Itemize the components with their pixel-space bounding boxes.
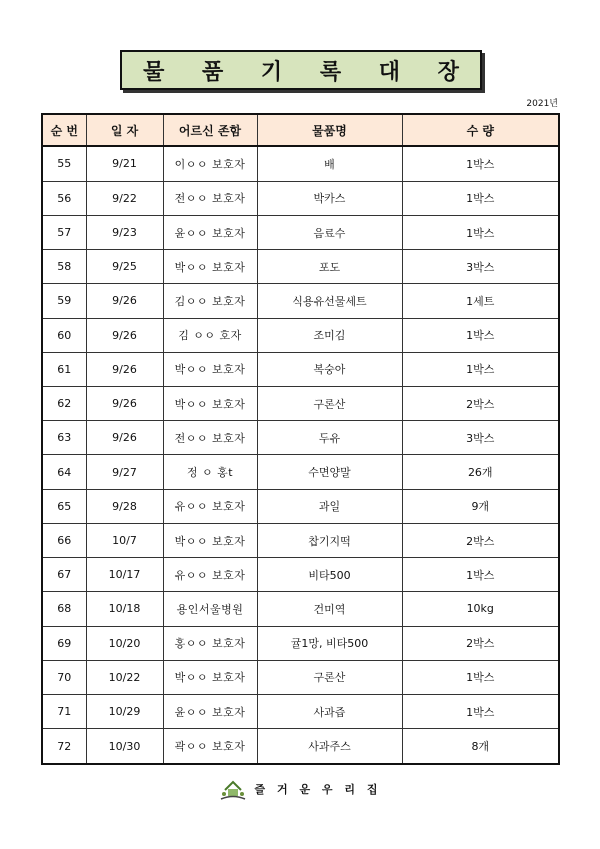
cell-quantity: 1박스 xyxy=(402,215,559,249)
cell-number: 68 xyxy=(42,592,86,626)
cell-date: 9/21 xyxy=(86,146,163,181)
cell-quantity: 1박스 xyxy=(402,318,559,352)
cell-date: 10/18 xyxy=(86,592,163,626)
cell-date: 9/27 xyxy=(86,455,163,489)
cell-item-name: 사과주스 xyxy=(257,729,402,764)
cell-number: 55 xyxy=(42,146,86,181)
cell-elder-name: 전ㅇㅇ 보호자 xyxy=(163,181,257,215)
cell-date: 9/26 xyxy=(86,387,163,421)
cell-item-name: 음료수 xyxy=(257,215,402,249)
cell-item-name: 찹기지떡 xyxy=(257,523,402,557)
cell-elder-name: 박ㅇㅇ 보호자 xyxy=(163,352,257,386)
cell-elder-name: 박ㅇㅇ 보호자 xyxy=(163,250,257,284)
cell-item-name: 박카스 xyxy=(257,181,402,215)
cell-number: 66 xyxy=(42,523,86,557)
table-row xyxy=(42,660,559,694)
cell-number: 58 xyxy=(42,250,86,284)
cell-quantity: 2박스 xyxy=(402,523,559,557)
header-number: 순 번 xyxy=(42,114,86,146)
cell-date: 9/25 xyxy=(86,250,163,284)
table-row xyxy=(42,215,559,249)
table-body xyxy=(42,146,559,764)
table-row xyxy=(42,387,559,421)
cell-item-name: 배 xyxy=(257,146,402,181)
cell-elder-name: 이ㅇㅇ 보호자 xyxy=(163,146,257,181)
cell-number: 61 xyxy=(42,352,86,386)
cell-date: 10/30 xyxy=(86,729,163,764)
cell-quantity: 8개 xyxy=(402,729,559,764)
cell-elder-name: 김 ㅇㅇ 호자 xyxy=(163,318,257,352)
cell-number: 67 xyxy=(42,558,86,592)
cell-quantity: 1박스 xyxy=(402,660,559,694)
cell-item-name: 구론산 xyxy=(257,387,402,421)
table-row xyxy=(42,284,559,318)
cell-elder-name: 유ㅇㅇ 보호자 xyxy=(163,558,257,592)
cell-number: 57 xyxy=(42,215,86,249)
cell-quantity: 1박스 xyxy=(402,352,559,386)
table-row xyxy=(42,626,559,660)
cell-number: 72 xyxy=(42,729,86,764)
cell-date: 9/26 xyxy=(86,352,163,386)
document-year: 2021년 xyxy=(526,99,558,109)
cell-quantity: 1박스 xyxy=(402,695,559,729)
cell-quantity: 2박스 xyxy=(402,626,559,660)
header-quantity: 수 량 xyxy=(402,114,559,146)
cell-elder-name: 전ㅇㅇ 보호자 xyxy=(163,421,257,455)
cell-quantity: 3박스 xyxy=(402,250,559,284)
cell-item-name: 두유 xyxy=(257,421,402,455)
cell-number: 62 xyxy=(42,387,86,421)
cell-date: 10/17 xyxy=(86,558,163,592)
cell-elder-name: 윤ㅇㅇ 보호자 xyxy=(163,215,257,249)
cell-item-name: 조미김 xyxy=(257,318,402,352)
cell-item-name: 사과즙 xyxy=(257,695,402,729)
cell-elder-name: 정 ㅇ 홍t xyxy=(163,455,257,489)
cell-number: 71 xyxy=(42,695,86,729)
table-row xyxy=(42,181,559,215)
cell-quantity: 26개 xyxy=(402,455,559,489)
cell-elder-name: 윤ㅇㅇ 보호자 xyxy=(163,695,257,729)
cell-number: 70 xyxy=(42,660,86,694)
cell-date: 9/26 xyxy=(86,284,163,318)
cell-elder-name: 유ㅇㅇ 보호자 xyxy=(163,489,257,523)
house-people-logo-icon xyxy=(219,777,247,801)
table-row xyxy=(42,455,559,489)
cell-elder-name: 김ㅇㅇ 보호자 xyxy=(163,284,257,318)
cell-number: 56 xyxy=(42,181,86,215)
cell-quantity: 3박스 xyxy=(402,421,559,455)
table-row xyxy=(42,489,559,523)
cell-number: 60 xyxy=(42,318,86,352)
table-row xyxy=(42,729,559,764)
cell-quantity: 1박스 xyxy=(402,181,559,215)
cell-item-name: 귤1망, 비타500 xyxy=(257,626,402,660)
cell-quantity: 1박스 xyxy=(402,146,559,181)
document-title-box xyxy=(120,50,482,90)
table-header-row xyxy=(42,114,559,146)
cell-quantity: 1박스 xyxy=(402,558,559,592)
cell-elder-name: 곽ㅇㅇ 보호자 xyxy=(163,729,257,764)
footer xyxy=(0,776,600,802)
cell-number: 59 xyxy=(42,284,86,318)
cell-number: 65 xyxy=(42,489,86,523)
cell-item-name: 복숭아 xyxy=(257,352,402,386)
header-date: 일 자 xyxy=(86,114,163,146)
table-row xyxy=(42,592,559,626)
cell-elder-name: 박ㅇㅇ 보호자 xyxy=(163,523,257,557)
cell-date: 9/22 xyxy=(86,181,163,215)
document-title: 물 품 기 록 대 장 xyxy=(143,59,474,85)
cell-quantity: 10kg xyxy=(402,592,559,626)
table-row xyxy=(42,558,559,592)
table-row xyxy=(42,318,559,352)
cell-elder-name: 홍ㅇㅇ 보호자 xyxy=(163,626,257,660)
cell-number: 64 xyxy=(42,455,86,489)
cell-elder-name: 용인서울병원 xyxy=(163,592,257,626)
cell-date: 9/23 xyxy=(86,215,163,249)
table-row xyxy=(42,250,559,284)
cell-number: 63 xyxy=(42,421,86,455)
cell-date: 9/28 xyxy=(86,489,163,523)
cell-date: 10/20 xyxy=(86,626,163,660)
cell-item-name: 수면양말 xyxy=(257,455,402,489)
cell-date: 10/22 xyxy=(86,660,163,694)
cell-elder-name: 박ㅇㅇ 보호자 xyxy=(163,660,257,694)
cell-item-name: 건미역 xyxy=(257,592,402,626)
item-ledger-table xyxy=(41,113,560,765)
cell-item-name: 구론산 xyxy=(257,660,402,694)
cell-date: 9/26 xyxy=(86,318,163,352)
cell-number: 69 xyxy=(42,626,86,660)
table-row xyxy=(42,352,559,386)
header-item-name: 물품명 xyxy=(257,114,402,146)
cell-item-name: 과일 xyxy=(257,489,402,523)
organization-name: 즐 거 운 우 리 집 xyxy=(254,783,382,796)
cell-item-name: 식용유선물세트 xyxy=(257,284,402,318)
cell-quantity: 9개 xyxy=(402,489,559,523)
table-row xyxy=(42,695,559,729)
cell-item-name: 포도 xyxy=(257,250,402,284)
cell-quantity: 1세트 xyxy=(402,284,559,318)
cell-elder-name: 박ㅇㅇ 보호자 xyxy=(163,387,257,421)
cell-date: 10/29 xyxy=(86,695,163,729)
cell-item-name: 비타500 xyxy=(257,558,402,592)
table-row xyxy=(42,523,559,557)
table-row xyxy=(42,146,559,181)
cell-date: 9/26 xyxy=(86,421,163,455)
table-row xyxy=(42,421,559,455)
header-elder-name: 어르신 존함 xyxy=(163,114,257,146)
cell-quantity: 2박스 xyxy=(402,387,559,421)
cell-date: 10/7 xyxy=(86,523,163,557)
